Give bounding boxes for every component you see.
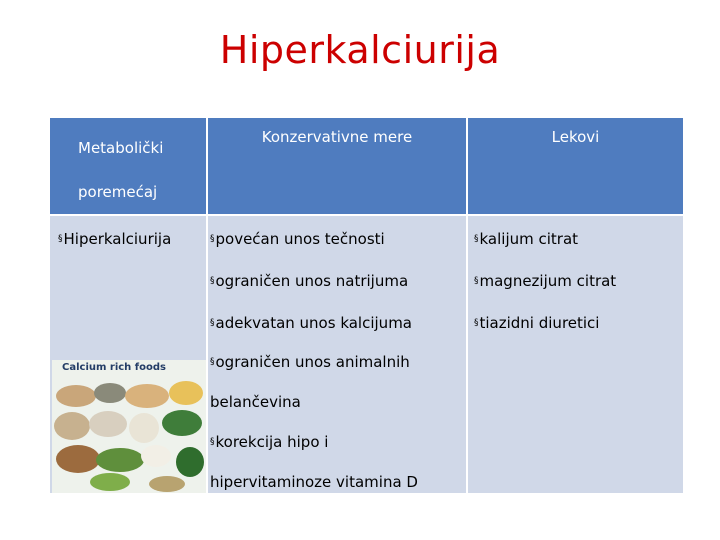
header-conservative-measures: Konzervativne mere xyxy=(208,118,466,214)
calcium-foods-image xyxy=(52,360,206,493)
measure-item: §ograničen unos natrijuma xyxy=(210,272,409,290)
measure-item: §adekvatan unos kalcijuma xyxy=(210,314,412,332)
calcium-foods-illustration xyxy=(52,360,206,493)
drug-item: §magnezijum citrat xyxy=(474,272,617,290)
drugs-cell xyxy=(468,216,683,493)
measure-item: §ograničen unos animalnih belančevina xyxy=(210,353,410,411)
header-disorder: Metabolički poremećaj xyxy=(50,118,206,214)
calcium-foods-label: Calcium rich foods xyxy=(62,362,166,373)
disorder-item: §Hiperkalciurija xyxy=(58,230,172,248)
measure-item: §korekcija hipo i hipervitaminoze vitamina D xyxy=(210,433,418,491)
drug-item: §kalijum citrat xyxy=(474,230,579,248)
measure-item: §povećan unos tečnosti xyxy=(210,230,385,248)
measures-cell xyxy=(208,216,466,493)
disorder-cell xyxy=(50,216,206,493)
drug-item: §tiazidni diuretici xyxy=(474,314,600,332)
slide-title: Hiperkalciurija xyxy=(219,28,501,72)
header-drugs: Lekovi xyxy=(468,118,683,214)
treatment-table xyxy=(50,118,683,493)
